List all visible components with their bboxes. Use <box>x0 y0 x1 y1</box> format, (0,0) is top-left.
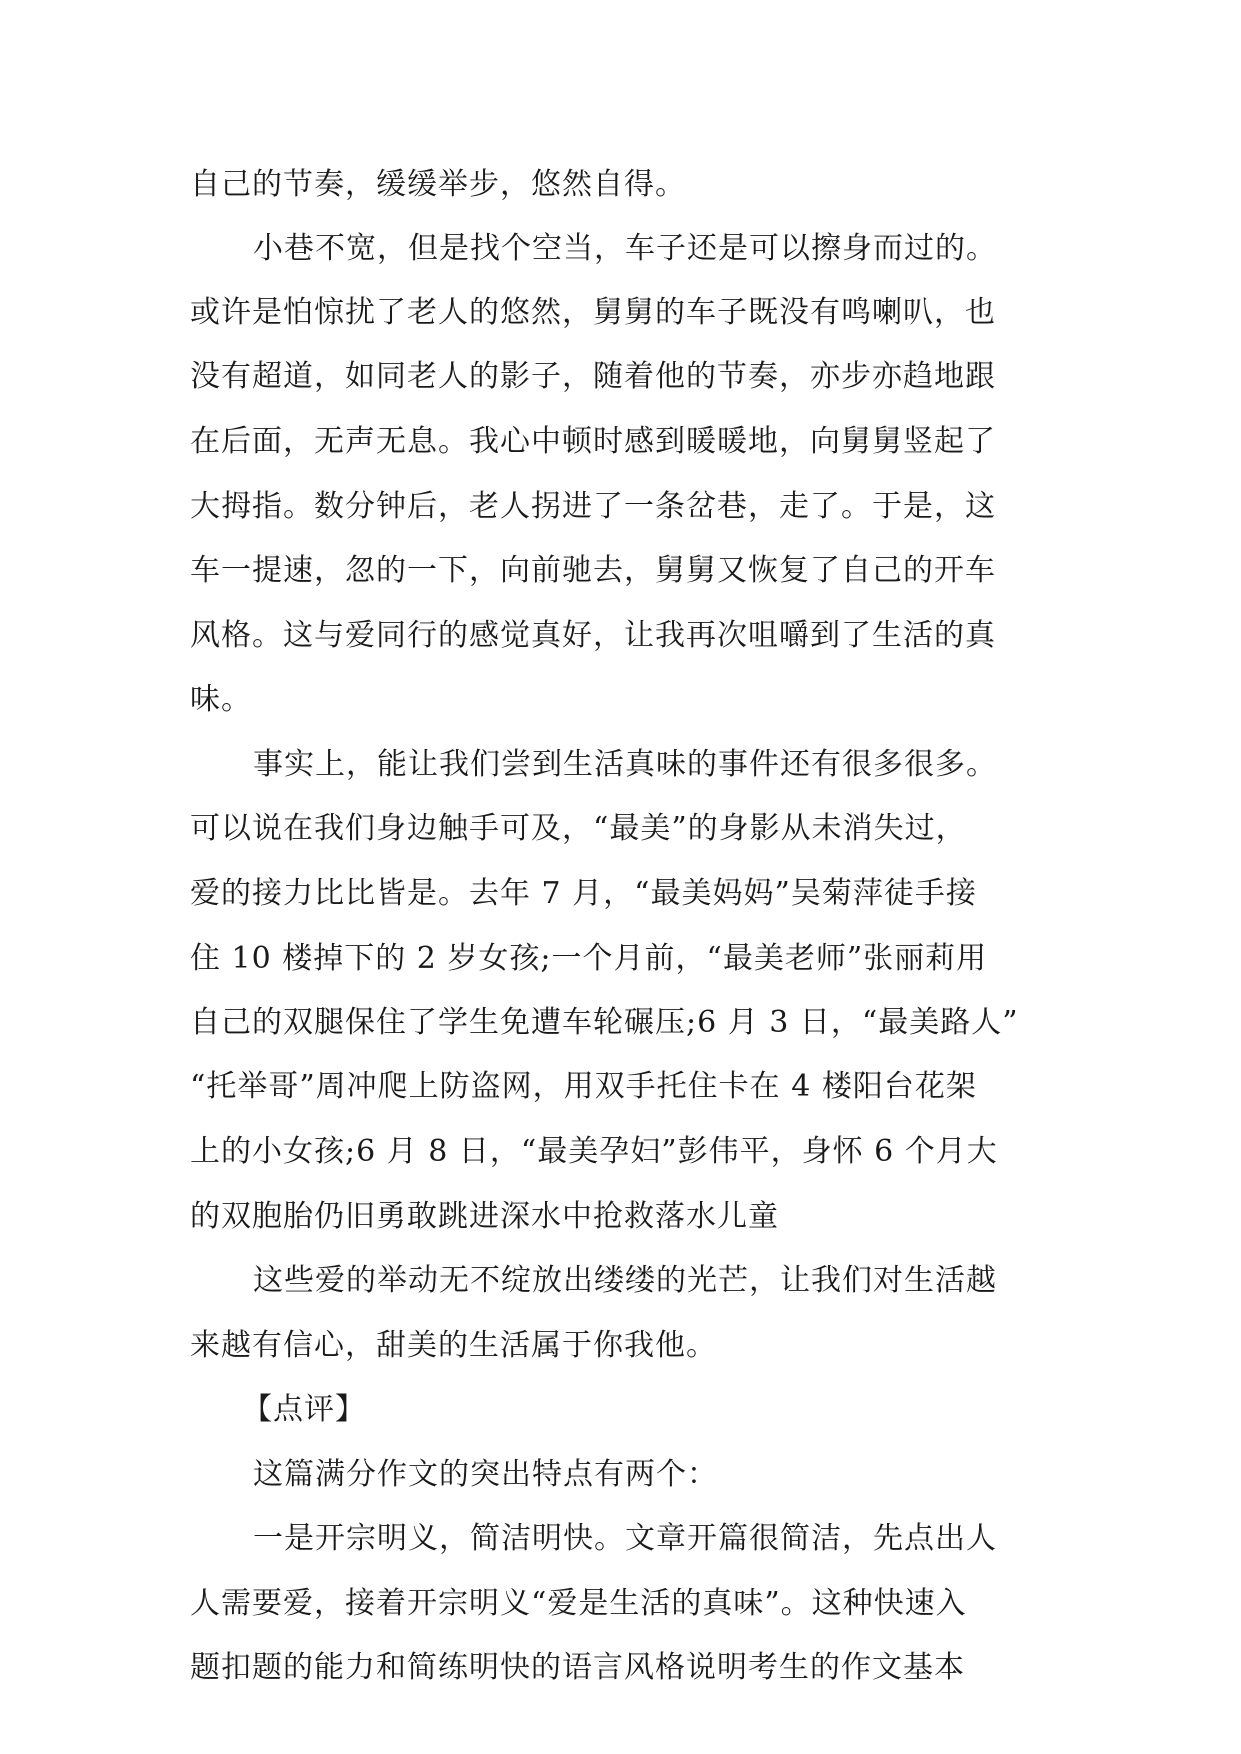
text-line: 爱的接力比比皆是。去年 7 月，“最美妈妈”吴菊萍徒手接 <box>190 876 977 911</box>
text-line: 在后面，无声无息。我心中顿时感到暖暖地，向舅舅竖起了 <box>190 424 996 459</box>
text-line: 小巷不宽，但是找个空当，车子还是可以擦身而过的。 <box>253 231 997 266</box>
text-line: 人需要爱，接着开宗明义“爱是生活的真味”。这种快速入 <box>190 1586 967 1621</box>
text-line: 题扣题的能力和简练明快的语言风格说明考生的作文基本 <box>190 1650 965 1685</box>
text-line: 事实上，能让我们尝到生活真味的事件还有很多很多。 <box>253 747 997 782</box>
text-line: 风格。这与爱同行的感觉真好，让我再次咀嚼到了生活的真 <box>190 618 996 653</box>
text-line: 可以说在我们身边触手可及，“最美”的身影从未消失过， <box>190 811 967 846</box>
text-line: 没有超道，如同老人的影子，随着他的节奏，亦步亦趋地跟 <box>190 359 996 394</box>
text-line: “托举哥”周冲爬上防盗网，用双手托住卡在 4 楼阳台花架 <box>190 1069 977 1104</box>
text-line: 这篇满分作文的突出特点有两个： <box>253 1457 718 1492</box>
text-line: 自己的节奏，缓缓举步，悠然自得。 <box>190 167 686 202</box>
text-line: 住 10 楼掉下的 2 岁女孩;一个月前，“最美老师”张丽莉用 <box>190 941 988 976</box>
text-line: 这些爱的举动无不绽放出缕缕的光芒，让我们对生活越 <box>253 1263 997 1298</box>
text-line: 自己的双腿保住了学生免遭车轮碾压;6 月 3 日，“最美路人” <box>190 1005 1019 1040</box>
text-line: 味。 <box>190 682 252 717</box>
text-line: 的双胞胎仍旧勇敢跳进深水中抢救落水儿童 <box>190 1199 779 1234</box>
section-heading: 【点评】 <box>242 1392 366 1427</box>
text-line: 车一提速，忽的一下，向前驰去，舅舅又恢复了自己的开车 <box>190 553 996 588</box>
text-line: 一是开宗明义，简洁明快。文章开篇很简洁，先点出人 <box>253 1521 997 1556</box>
text-line: 上的小女孩;6 月 8 日，“最美孕妇”彭伟平，身怀 6 个月大 <box>190 1134 998 1169</box>
text-line: 来越有信心，甜美的生活属于你我他。 <box>190 1328 717 1363</box>
text-line: 大拇指。数分钟后，老人拐进了一条岔巷，走了。于是，这 <box>190 489 996 524</box>
text-line: 或许是怕惊扰了老人的悠然，舅舅的车子既没有鸣喇叭，也 <box>190 295 996 330</box>
